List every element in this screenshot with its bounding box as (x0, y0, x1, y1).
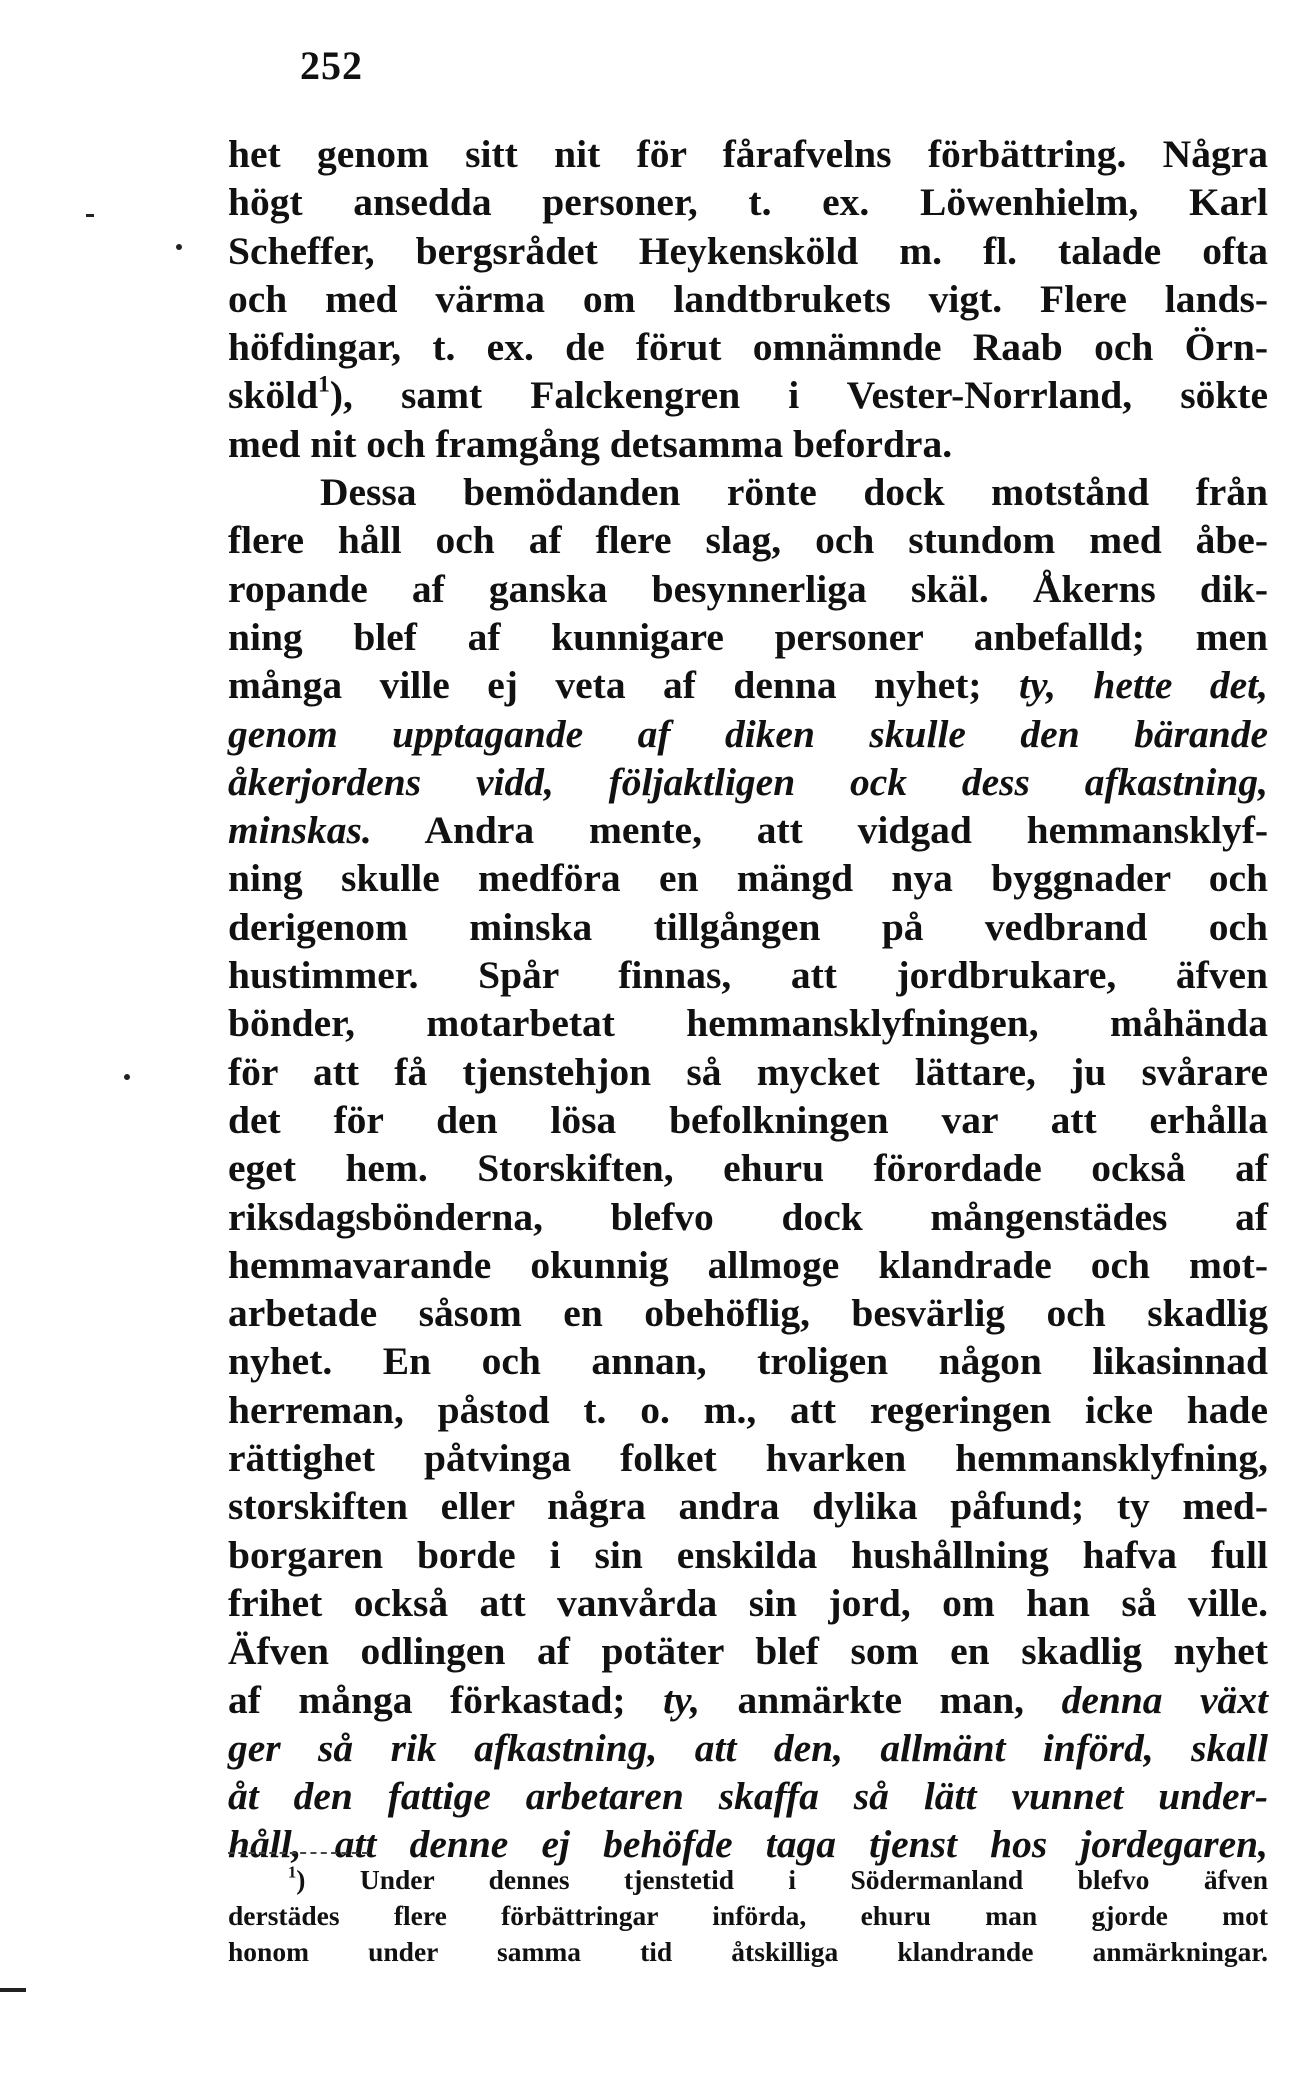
text-line (228, 758, 1268, 806)
text-line: och med värma om landtbrukets vigt. Flere lands- (228, 276, 1268, 321)
text-line: flere håll och af flere slag, och stundom med åbe- (228, 518, 1268, 563)
italic-fragment: håll, att denne ej behöfde taga tjenst hos jordegaren, (228, 1822, 1268, 1867)
text-line: med nit och framgång detsamma befordra. (228, 421, 953, 466)
page-number: 252 (300, 43, 363, 88)
text-line: arbetade såsom en obehöflig, besvärlig och skadlig (228, 1291, 1268, 1336)
text-line: eget hem. Storskiften, ehuru förordade också af (228, 1146, 1268, 1191)
text-line: bönder, motarbetat hemmansklyfningen, måhända (228, 1001, 1268, 1046)
text-fragment: ), samt Falckengren i Vester-Norrland, sökte (329, 373, 1268, 418)
text-line: storskiften eller några andra dylika påfund; ty med- (228, 1484, 1268, 1529)
margin-speck (86, 214, 94, 217)
footnote-line: derstädes flere förbättringar införda, ehuru man gjorde mot (228, 1900, 1268, 1931)
margin-speck (124, 1074, 130, 1080)
text-line: riksdagsbönderna, blefvo dock mångenstädes af (228, 1194, 1268, 1239)
text-line: nyhet. En och annan, troligen någon likasinnad (228, 1339, 1268, 1384)
text-fragment: Andra mente, att vidgad hemmansklyf- (424, 808, 1268, 853)
text-line (228, 661, 1268, 709)
text-fragment: sköld (228, 373, 319, 418)
text-line: det för den lösa befolkningen var att erhålla (228, 1097, 1268, 1142)
italic-fragment: ty, hette det, (1019, 663, 1268, 708)
text-line: frihet också att vanvårda sin jord, om han så ville. (228, 1580, 1268, 1625)
text-line (228, 710, 1268, 758)
text-line (228, 806, 1268, 854)
italic-fragment: ty, (663, 1677, 700, 1722)
text-line: herreman, påstod t. o. m., att regeringen icke hade (228, 1387, 1268, 1432)
italic-fragment: denna växt (1061, 1677, 1269, 1722)
footnote-reference: 1 (318, 371, 330, 398)
margin-speck (0, 1988, 26, 1992)
italic-fragment: ger så rik afkastning, att den, allmänt införd, skall (228, 1725, 1268, 1770)
text-line: rättighet påtvinga folket hvarken hemmansklyfning, (228, 1436, 1268, 1481)
footnote-line: honom under samma tid åtskilliga klandrande anmärkningar. (228, 1936, 1268, 1967)
text-line: derigenom minska tillgången på vedbrand och (228, 904, 1268, 949)
text-line: höfdingar, t. ex. de förut omnämnde Raab och Örn- (228, 325, 1268, 370)
text-line: högt ansedda personer, t. ex. Löwenhielm, Karl (228, 180, 1268, 225)
italic-fragment: åt den fattige arbetaren skaffa så lätt vunnet under- (228, 1774, 1268, 1819)
text-line (228, 1676, 1268, 1724)
footnote-divider (228, 1852, 368, 1854)
text-line (228, 371, 1268, 419)
text-fragment: ) Under dennes tjenstetid i Södermanland blefvo äfven (296, 1864, 1268, 1895)
margin-speck (176, 244, 182, 250)
italic-fragment: genom upptagande af diken skulle den bärande (228, 711, 1268, 756)
text-line: hustimmer. Spår finnas, att jordbrukare, äfven (228, 953, 1268, 998)
text-line (228, 1772, 1268, 1820)
italic-fragment: åkerjordens vidd, följaktligen ock dess afkastning, (228, 759, 1268, 804)
text-line: Scheffer, bergsrådet Heykensköld m. fl. talade ofta (228, 228, 1268, 273)
footnote-marker: 1 (288, 1862, 297, 1882)
text-line: ning blef af kunnigare personer anbefalld; men (228, 614, 1268, 659)
text-line: ning skulle medföra en mängd nya byggnader och (228, 856, 1268, 901)
text-fragment: anmärkte man, (737, 1677, 1025, 1722)
footnote (228, 1862, 1268, 1970)
footnote-line (228, 1862, 1268, 1898)
text-line: hemmavarande okunnig allmoge klandrade och mot- (228, 1242, 1268, 1287)
body-text (228, 130, 1268, 1869)
text-fragment: många ville ej veta af denna nyhet; (228, 663, 982, 708)
text-line: borgaren borde i sin enskilda hushållning hafva full (228, 1532, 1268, 1577)
text-fragment: af många förkastad; (228, 1677, 626, 1722)
paragraph-first-line: Dessa bemödanden rönte dock motstånd från (320, 470, 1268, 515)
text-line (228, 1724, 1268, 1772)
italic-fragment: minskas. (228, 808, 372, 853)
text-line: för att få tjenstehjon så mycket lättare, ju svårare (228, 1049, 1268, 1094)
text-line: Äfven odlingen af potäter blef som en skadlig nyhet (228, 1629, 1268, 1674)
text-line: het genom sitt nit för fårafvelns förbättring. Några (228, 132, 1268, 176)
text-line: ropande af ganska besynnerliga skäl. Åkerns dik- (228, 566, 1268, 611)
